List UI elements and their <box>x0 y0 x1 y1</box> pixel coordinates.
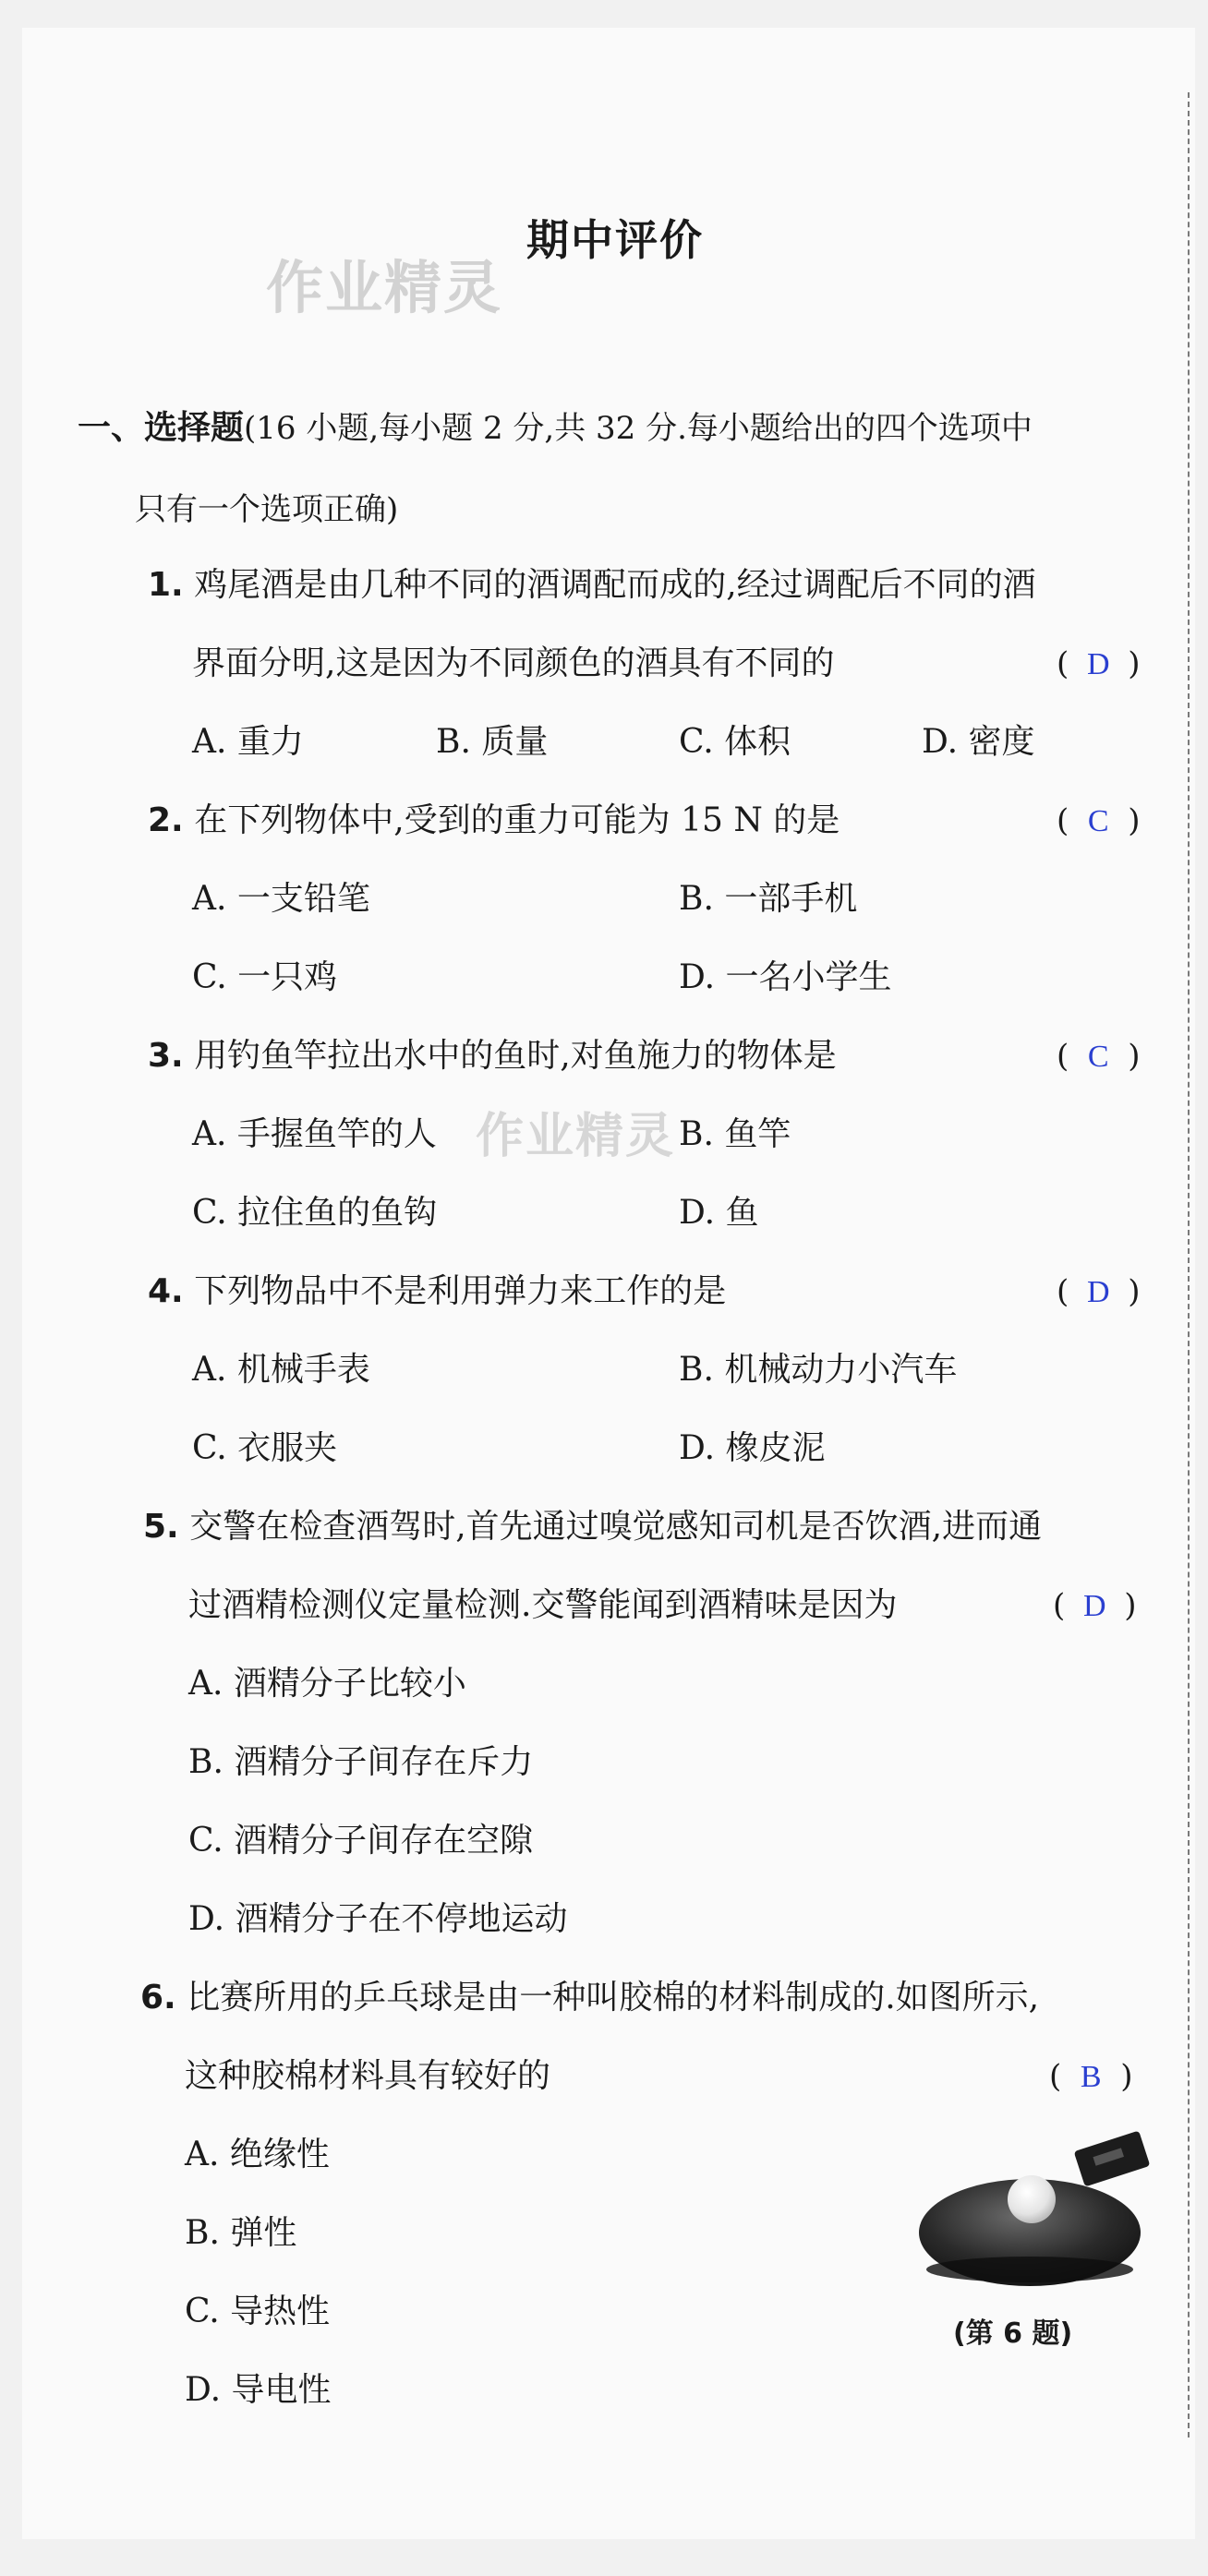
answer-bracket: ( D ) <box>1057 642 1141 687</box>
question-number: 3. <box>148 1037 184 1075</box>
option: D. 酒精分子在不停地运动 <box>188 1900 568 1938</box>
option: D. 密度 <box>922 723 1035 761</box>
option: C. 导热性 <box>185 2293 331 2330</box>
option: B. 鱼竿 <box>679 1115 791 1153</box>
option: D. 鱼 <box>679 1194 759 1232</box>
question-stem <box>148 1270 726 1314</box>
question-text: 下列物品中不是利用弹力来工作的是 <box>194 1272 727 1310</box>
answer-letter: C <box>1087 1040 1109 1074</box>
question-stem <box>143 1505 1042 1549</box>
section-description: (16 小题,每小题 2 分,共 32 分.每小题给出的四个选项中 <box>244 410 1033 447</box>
option: B. 一部手机 <box>679 880 858 918</box>
option: A. 重力 <box>192 723 304 761</box>
question-text-cont: 这种胶棉材料具有较好的 <box>185 2057 551 2095</box>
option: C. 衣服夹 <box>192 1429 338 1467</box>
question-text: 鸡尾酒是由几种不同的酒调配而成的,经过调配后不同的酒 <box>194 566 1036 604</box>
question-number: 4. <box>148 1272 184 1310</box>
question-stem <box>140 1976 1039 2020</box>
question-stem <box>148 799 840 843</box>
answer-letter: D <box>1082 1589 1106 1623</box>
option: C. 体积 <box>679 723 791 761</box>
answer-bracket: ( C ) <box>1057 1034 1141 1079</box>
question-stem <box>148 1034 837 1078</box>
question-number: 1. <box>148 566 184 604</box>
question-number: 2. <box>148 801 184 839</box>
question-text: 比赛所用的乒乓球是由一种叫胶棉的材料制成的.如图所示, <box>187 1979 1040 2016</box>
option: A. 手握鱼竿的人 <box>192 1115 437 1153</box>
answer-bracket: ( C ) <box>1057 799 1141 844</box>
cut-line <box>1188 92 1190 2438</box>
question-number: 5. <box>143 1508 179 1546</box>
option: D. 橡皮泥 <box>679 1429 826 1467</box>
option: C. 拉住鱼的鱼钩 <box>192 1194 438 1232</box>
section-description-cont: 只有一个选项正确) <box>135 491 399 528</box>
question-text: 交警在检查酒驾时,首先通过嗅觉感知司机是否饮酒,进而通 <box>189 1508 1043 1546</box>
answer-letter: C <box>1087 804 1109 838</box>
section-heading <box>78 406 1167 451</box>
answer-letter: B <box>1080 2060 1102 2094</box>
watermark: 作业精灵 <box>266 254 503 321</box>
option: C. 一只鸡 <box>192 958 338 996</box>
question-text-cont: 过酒精检测仪定量检测.交警能闻到酒精味是因为 <box>188 1586 898 1624</box>
answer-letter: D <box>1086 647 1110 681</box>
answer-bracket: ( D ) <box>1057 1270 1141 1315</box>
option: D. 导电性 <box>185 2371 332 2409</box>
option: A. 机械手表 <box>192 1351 370 1389</box>
answer-letter: D <box>1086 1275 1110 1309</box>
question-stem <box>148 563 1036 608</box>
option: B. 酒精分子间存在斥力 <box>188 1743 534 1781</box>
option: B. 质量 <box>436 723 549 761</box>
option: D. 一名小学生 <box>679 958 892 996</box>
answer-bracket: ( D ) <box>1053 1583 1137 1629</box>
figure-caption: (第 6 题) <box>953 2317 1073 2350</box>
section-label: 一、选择题 <box>78 409 245 447</box>
answer-bracket: ( B ) <box>1049 2054 1133 2100</box>
watermark: 作业精灵 <box>476 1109 676 1164</box>
question-number: 6. <box>140 1979 176 2016</box>
option: C. 酒精分子间存在空隙 <box>188 1822 534 1860</box>
ping-pong-foam-figure <box>919 2124 1168 2294</box>
question-text: 在下列物体中,受到的重力可能为 15 N 的是 <box>194 801 840 839</box>
option: B. 弹性 <box>185 2214 297 2252</box>
ping-pong-ball <box>1008 2175 1056 2223</box>
question-text-cont: 界面分明,这是因为不同颜色的酒具有不同的 <box>192 644 835 682</box>
question-text: 用钓鱼竿拉出水中的鱼时,对鱼施力的物体是 <box>194 1037 837 1075</box>
option: A. 酒精分子比较小 <box>188 1665 466 1703</box>
page-title: 期中评价 <box>526 215 704 265</box>
option: A. 绝缘性 <box>185 2136 330 2173</box>
option: A. 一支铅笔 <box>192 880 370 918</box>
option: B. 机械动力小汽车 <box>679 1351 958 1389</box>
